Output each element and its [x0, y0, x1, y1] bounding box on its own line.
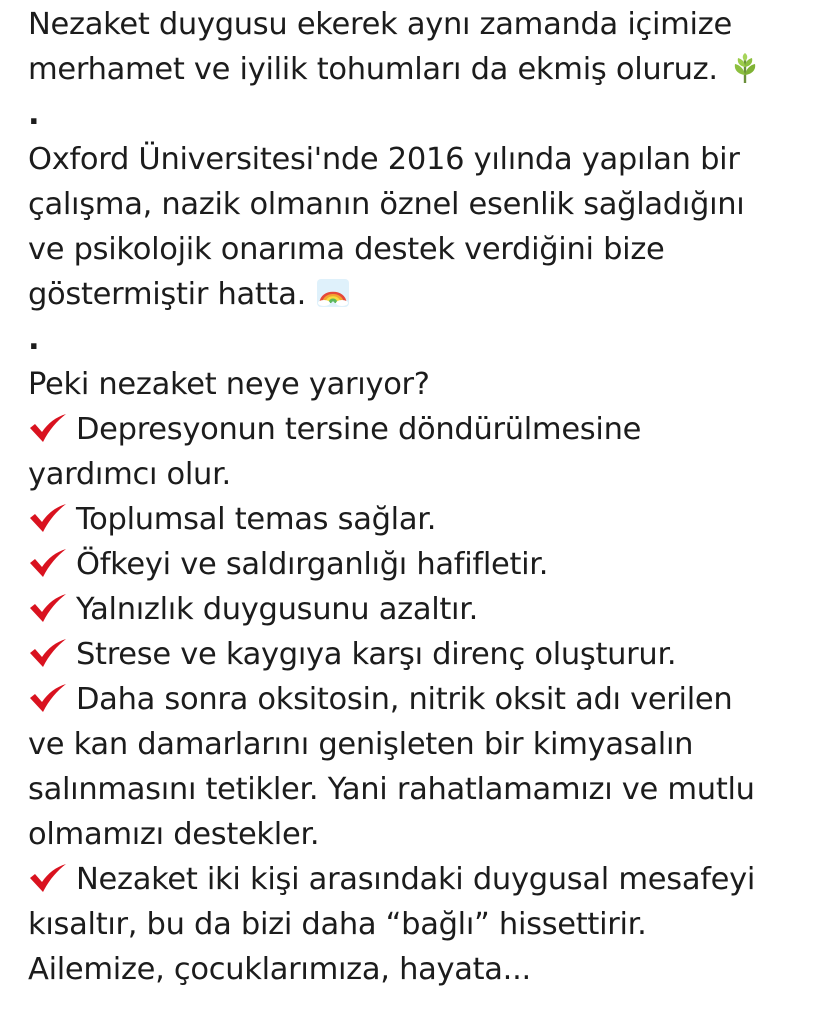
benefit-text: Depresyonun tersine döndürülmesine	[76, 412, 642, 447]
intro-line-2	[28, 47, 818, 92]
benefit-text: olmamızı destekler.	[28, 817, 320, 852]
benefit-item	[28, 497, 818, 542]
benefit-text: Öfkeyi ve saldırganlığı hafifletir.	[76, 547, 549, 582]
benefit-text: Daha sonra oksitosin, nitrik oksit adı verilen	[76, 682, 733, 717]
red-checkmark-icon	[28, 863, 68, 893]
study-line-4	[28, 272, 818, 317]
question-heading: Peki nezaket neye yarıyor?	[28, 367, 430, 402]
study-line-4-text: göstermiştir hatta.	[28, 277, 307, 312]
benefit-text: salınmasını tetikler. Yani rahatlamamızı ve mutlu	[28, 772, 755, 807]
benefit-item	[28, 632, 818, 677]
study-line-3: ve psikolojik onarıma destek verdiğini bize	[28, 232, 665, 267]
benefit-text: Yalnızlık duygusunu azaltır.	[76, 592, 479, 627]
benefit-text: Strese ve kaygıya karşı direnç oluşturur.	[76, 637, 677, 672]
red-checkmark-icon	[28, 593, 68, 623]
separator-dot: .	[28, 97, 40, 132]
benefit-item	[28, 857, 818, 992]
red-checkmark-icon	[28, 413, 68, 443]
benefit-text: Nezaket iki kişi arasındaki duygusal mesafeyi	[76, 862, 756, 897]
red-checkmark-icon	[28, 638, 68, 668]
red-checkmark-icon	[28, 683, 68, 713]
benefit-text: Toplumsal temas sağlar.	[76, 502, 437, 537]
benefit-text: ve kan damarlarını genişleten bir kimyasalın	[28, 727, 694, 762]
study-line-2: çalışma, nazik olmanın öznel esenlik sağladığını	[28, 187, 745, 222]
separator-dot: .	[28, 322, 40, 357]
benefit-item	[28, 587, 818, 632]
red-checkmark-icon	[28, 548, 68, 578]
benefit-text: kısaltır, bu da bizi daha “bağlı” hissettirir.	[28, 907, 647, 942]
benefit-text: yardımcı olur.	[28, 457, 231, 492]
seedling-icon	[728, 51, 762, 85]
benefit-item	[28, 407, 818, 497]
intro-line-1: Nezaket duygusu ekerek aynı zamanda içimize	[28, 7, 732, 42]
document-body	[28, 2, 818, 992]
study-line-1: Oxford Üniversitesi'nde 2016 yılında yapılan bir	[28, 142, 740, 177]
rainbow-icon	[316, 276, 350, 310]
red-checkmark-icon	[28, 503, 68, 533]
intro-line-2-text: merhamet ve iyilik tohumları da ekmiş oluruz.	[28, 52, 718, 87]
benefit-item	[28, 542, 818, 587]
benefit-text: Ailemize, çocuklarımıza, hayata...	[28, 952, 531, 987]
benefit-item	[28, 677, 818, 857]
